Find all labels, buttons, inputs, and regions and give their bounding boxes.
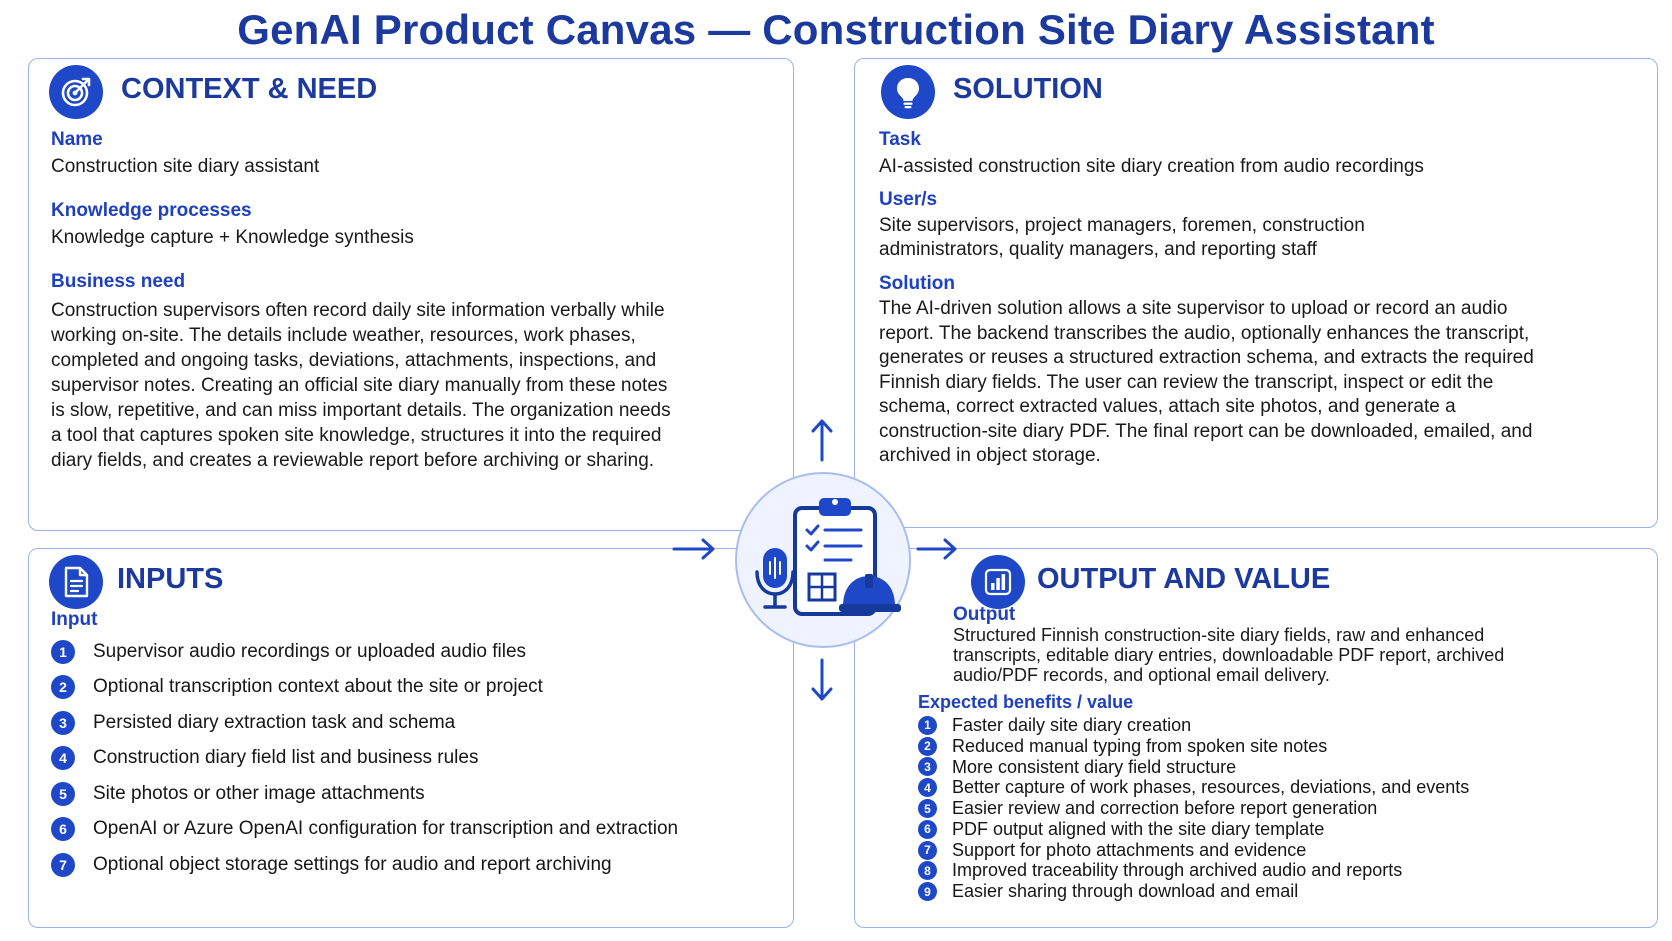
knowledge-processes-value: Knowledge capture + Knowledge synthesis [51,227,414,248]
business-need-value: Construction supervisors often record daily site information verbally while working on-site. The details include weather, resources, work phases, completed and ongoing tasks, deviations, attachments, inspections, and supervisor notes. Creating an official site diary manually from these notes is slow, repetitive, and can miss important details. The organization needs a tool that captures spoken site knowledge, structures it into the required diary fields, and creates a reviewable report before archiving or sharing. [51,300,671,471]
list-item: 1 Supervisor audio recordings or uploaded audio files [51,634,678,670]
name-value: Construction site diary assistant [51,156,320,177]
number-badge: 3 [51,711,75,735]
output-value-panel [854,548,1658,928]
list-item: 2 Reduced manual typing from spoken site notes [918,736,1469,757]
knowledge-processes-label: Knowledge processes [51,200,252,221]
business-need-label: Business need [51,271,186,292]
page-title: GenAI Product Canvas — Construction Site Diary Assistant [237,6,1435,53]
number-badge: 3 [918,757,937,776]
users-value: Site supervisors, project managers, foremen, construction administrators, quality managers, and reporting staff [879,215,1365,260]
number-badge: 6 [51,817,75,841]
number-badge: 7 [918,841,937,860]
target-icon [49,65,103,119]
number-badge: 1 [918,716,937,735]
bar-chart-icon [971,555,1025,609]
document-icon [49,555,103,609]
number-badge: 5 [51,782,75,806]
solution-heading: SOLUTION [953,73,1103,105]
list-item: 7 Support for photo attachments and evidence [918,840,1469,861]
arrow-down-icon [810,658,834,702]
list-item: 3 More consistent diary field structure [918,757,1469,778]
list-item: 9 Easier sharing through download and email [918,881,1469,902]
benefits-list [918,715,1469,902]
number-badge: 1 [51,640,75,664]
output-value: Structured Finnish construction-site diary fields, raw and enhanced transcripts, editable diary entries, downloadable PDF report, archived audio/PDF records, and optional email delivery. [953,625,1505,685]
list-item: 6 OpenAI or Azure OpenAI configuration for transcription and extraction [51,812,678,848]
number-badge: 6 [918,820,937,839]
users-label: User/s [879,189,938,210]
output-value-heading: OUTPUT AND VALUE [1037,563,1331,595]
task-label: Task [879,129,921,150]
list-item: 4 Construction diary field list and business rules [51,741,678,777]
list-item: 1 Faster daily site diary creation [918,715,1469,736]
number-badge: 4 [918,778,937,797]
list-item: 8 Improved traceability through archived audio and reports [918,861,1469,882]
output-label: Output [953,604,1016,625]
list-item: 5 Easier review and correction before report generation [918,798,1469,819]
number-badge: 7 [51,853,75,877]
arrow-right-icon [672,537,716,561]
arrow-right-icon [916,537,960,561]
number-badge: 2 [918,737,937,756]
inputs-heading: INPUTS [117,563,224,595]
number-badge: 2 [51,675,75,699]
task-value: AI-assisted construction site diary creation from audio recordings [879,156,1424,177]
lightbulb-icon [881,65,935,119]
context-need-panel [28,58,794,531]
solution-label: Solution [879,273,955,294]
name-label: Name [51,129,103,150]
list-item: 6 PDF output aligned with the site diary template [918,819,1469,840]
list-item: 5 Site photos or other image attachments [51,776,678,812]
list-item: 3 Persisted diary extraction task and schema [51,705,678,741]
solution-panel [854,58,1658,528]
number-badge: 8 [918,861,937,880]
expected-benefits-label: Expected benefits / value [918,692,1134,712]
context-need-heading: CONTEXT & NEED [121,73,378,105]
number-badge: 9 [918,882,937,901]
input-label: Input [51,609,98,630]
number-badge: 4 [51,746,75,770]
inputs-list [51,634,678,883]
list-item: 4 Better capture of work phases, resources, deviations, and events [918,777,1469,798]
arrow-up-icon [810,418,834,462]
solution-value: The AI-driven solution allows a site supervisor to upload or record an audio report. The backend transcribes the audio, optionally enhances the transcript, generates or reuses a structured extraction schema, and extracts the required Finnish diary fields. The user can review the transcript, inspect or edit the schema, correct extracted values, attach site photos, and generate a construction-site diary PDF. The final report can be downloaded, emailed, and archived in object storage. [879,298,1534,466]
clipboard-microphone-helmet-icon [735,472,911,648]
number-badge: 5 [918,799,937,818]
inputs-panel [28,548,794,928]
list-item: 2 Optional transcription context about the site or project [51,670,678,706]
list-item: 7 Optional object storage settings for audio and report archiving [51,847,678,883]
